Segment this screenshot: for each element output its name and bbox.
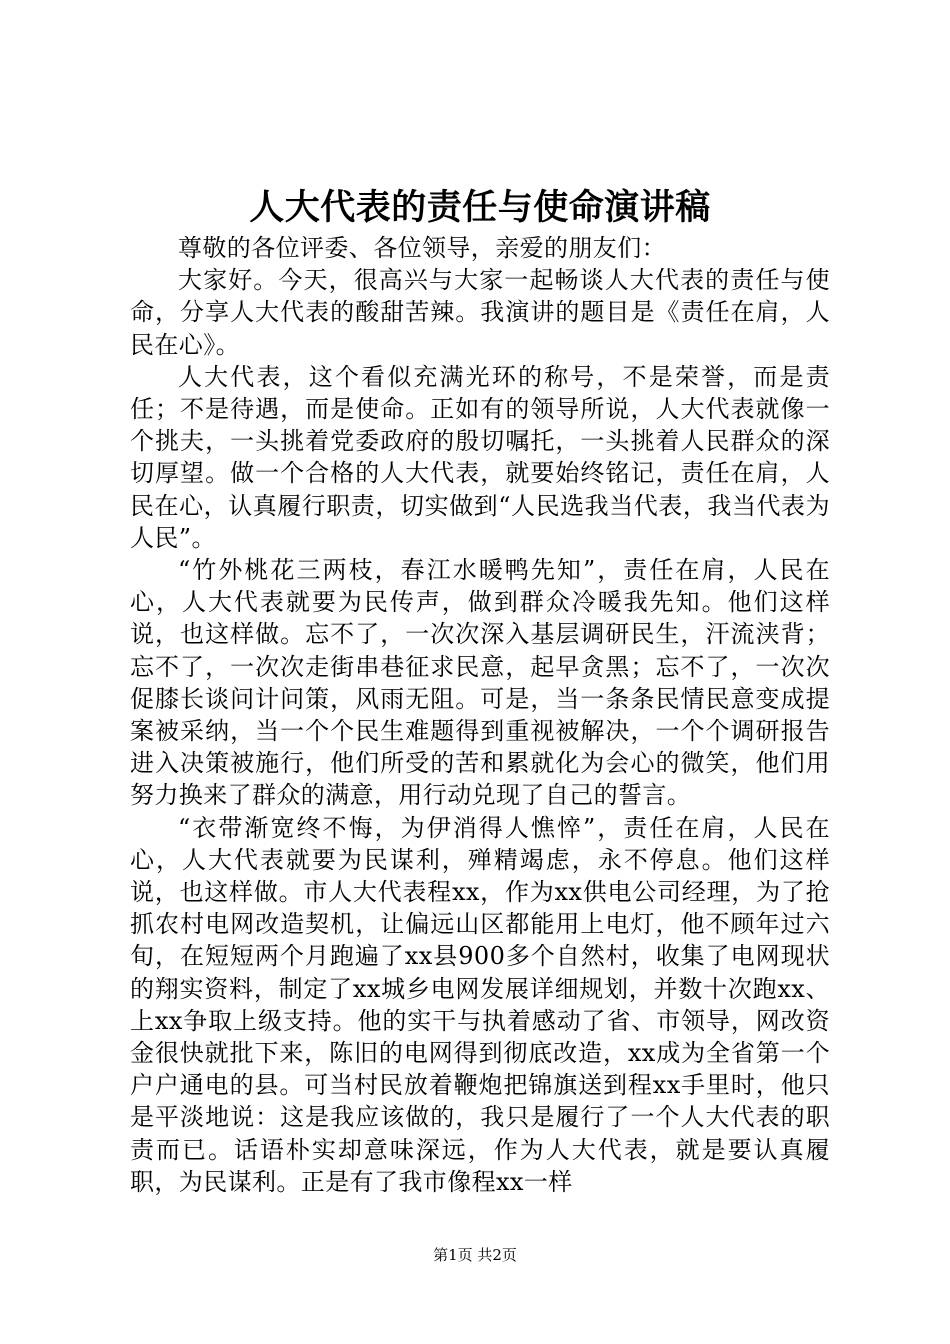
- document-body: [130, 232, 830, 1198]
- paragraph-salutation: 尊敬的各位评委、各位领导，亲爱的朋友们：: [178, 234, 666, 262]
- document-title: 人大代表的责任与使命演讲稿: [249, 187, 711, 228]
- paragraph-serve-people: “衣带渐宽终不悔，为伊消得人憔悴”，责任在肩，人民在心，人大代表就要为民谋利，殚精竭虑，永不停息。他们这样说，也这样做。市人大代表程xx，作为xx供电公司经理，为了抢抓农村电网改造契机，让偏远山区都能用上电灯，他不顾年过六旬，在短短两个月跑遍了xx县900多个自然村，收集了电网现状的翔实资料，制定了xx城乡电网发展详细规划，并数十次跑xx、上xx争取上级支持。他的实干与执着感动了省、市领导，网改资金很快就批下来，陈旧的电网得到彻底改造，xx成为全省第一个户户通电的县。可当村民放着鞭炮把锦旗送到程xx手里时，他只是平淡地说：这是我应该做的，我只是履行了一个人大代表的职责而已。话语朴实却意味深远，作为人大代表，就是要认真履职，为民谋利。正是有了我市像程xx一样: [130, 813, 830, 1196]
- paragraph-responsibility: 人大代表，这个看似充满光环的称号，不是荣誉，而是责任；不是待遇，而是使命。正如有的领导所说，人大代表就像一个挑夫，一头挑着党委政府的殷切嘱托，一头挑着人民群众的深切厚望。做一个合格的人大代表，就要始终铭记，责任在肩，人民在心，认真履行职责，切实做到“人民选我当代表，我当代表为人民”。: [130, 362, 830, 552]
- paragraph-voice-of-people: “竹外桃花三两枝，春江水暖鸭先知”，责任在肩，人民在心，人大代表就要为民传声，做到群众冷暖我先知。他们这样说，也这样做。忘不了，一次次深入基层调研民生，汗流浃背；忘不了，一次次走街串巷征求民意，起早贪黑；忘不了，一次次促膝长谈问计问策，风雨无阻。可是，当一条条民情民意变成提案被采纳，当一个个民生难题得到重视被解决，一个个调研报告进入决策被施行，他们所受的苦和累就化为会心的微笑，他们用努力换来了群众的满意，用行动兑现了自己的誓言。: [130, 556, 830, 810]
- page-footer: 第1页 共2页: [433, 1246, 517, 1264]
- paragraph-greeting: 大家好。今天，很高兴与大家一起畅谈人大代表的责任与使命，分享人大代表的酸甜苦辣。我演讲的题目是《责任在肩，人民在心》。: [130, 266, 830, 359]
